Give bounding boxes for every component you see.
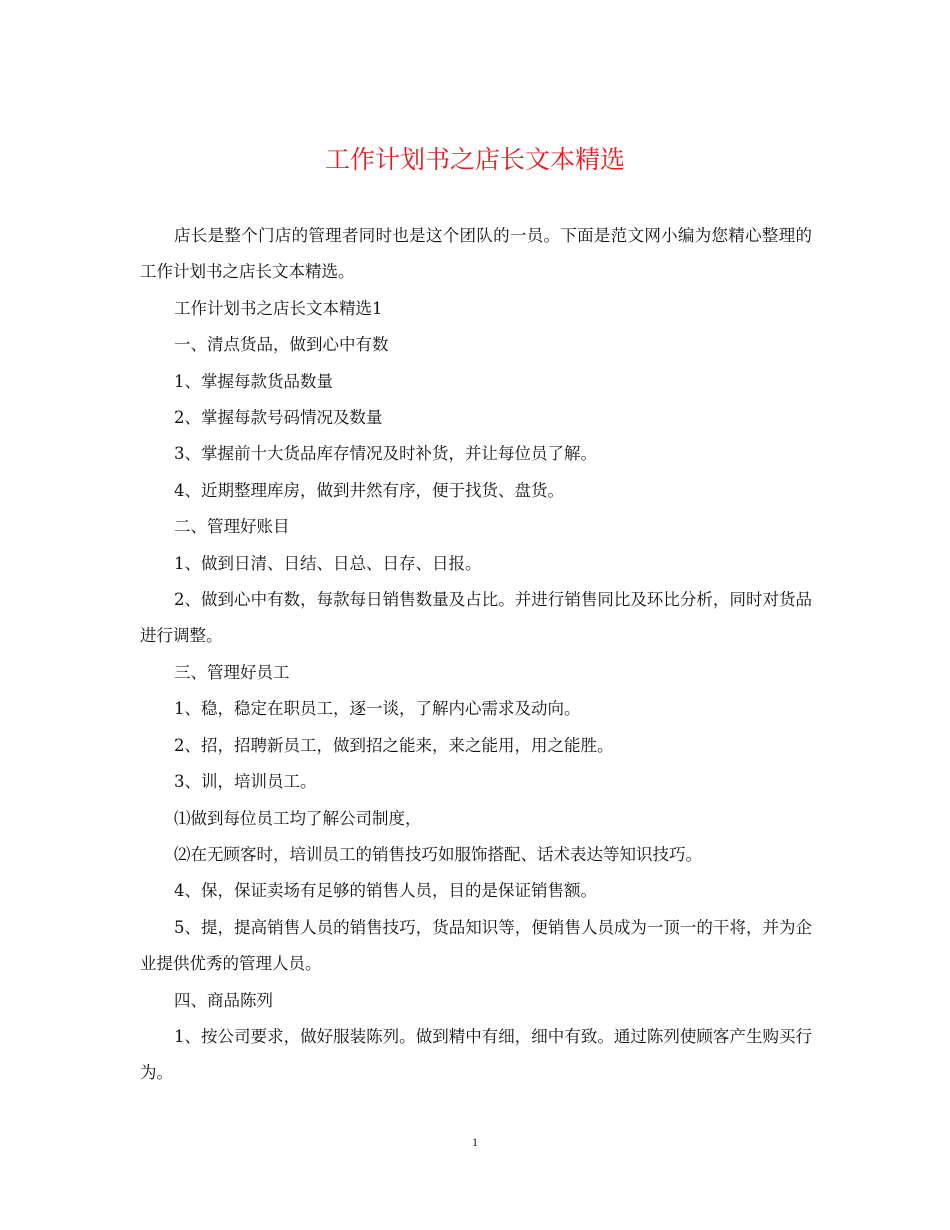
list-item: 1、掌握每款货品数量 bbox=[174, 371, 333, 391]
document-title: 工作计划书之店长文本精选 bbox=[324, 145, 625, 174]
list-item: 4、近期整理库房，做到井然有序，便于找货、盘货。 bbox=[174, 480, 564, 500]
paragraph-intro: 店长是整个门店的管理者同时也是这个团队的一员。下面是范文网小编为您精心整理的工作计划书之店长文本精选。 bbox=[140, 226, 812, 282]
sub-list-item: ⑴做到每位员工均了解公司制度， bbox=[174, 808, 422, 828]
list-item: 2、掌握每款号码情况及数量 bbox=[174, 408, 383, 428]
document-body bbox=[140, 218, 812, 1092]
list-item: 5、提，提高销售人员的销售技巧，货品知识等，便销售人员成为一顶一的干将，并为企业提供优秀的管理人员。 bbox=[140, 917, 812, 974]
list-item: 3、训，培训员工。 bbox=[174, 772, 317, 792]
heading-staff: 三、管理好员工 bbox=[174, 662, 290, 682]
page-number: 1 bbox=[472, 1135, 478, 1149]
list-item: 2、做到心中有数，每款每日销售数量及占比。并进行销售同比及环比分析，同时对货品进行调整。 bbox=[140, 590, 812, 646]
heading-accounts: 二、管理好账目 bbox=[174, 517, 290, 537]
list-item: 1、做到日清、日结、日总、日存、日报。 bbox=[174, 553, 482, 573]
section-heading-plan-1: 工作计划书之店长文本精选1 bbox=[174, 298, 383, 318]
list-item: 2、招，招聘新员工，做到招之能来，来之能用，用之能胜。 bbox=[174, 735, 614, 755]
list-item: 1、按公司要求，做好服装陈列。做到精中有细，细中有致。通过陈列使顾客产生购买行为。 bbox=[140, 1026, 812, 1083]
list-item: 1、稳，稳定在职员工，逐一谈，了解内心需求及动向。 bbox=[174, 699, 581, 719]
list-item: 4、保，保证卖场有足够的销售人员，目的是保证销售额。 bbox=[174, 881, 597, 901]
list-item: 3、掌握前十大货品库存情况及时补货，并让每位员了解。 bbox=[174, 444, 597, 464]
sub-list-item: ⑵在无顾客时，培训员工的销售技巧如服饰搭配、话术表达等知识技巧。 bbox=[174, 844, 702, 864]
heading-display: 四、商品陈列 bbox=[174, 990, 273, 1010]
heading-inventory: 一、清点货品，做到心中有数 bbox=[174, 335, 389, 355]
